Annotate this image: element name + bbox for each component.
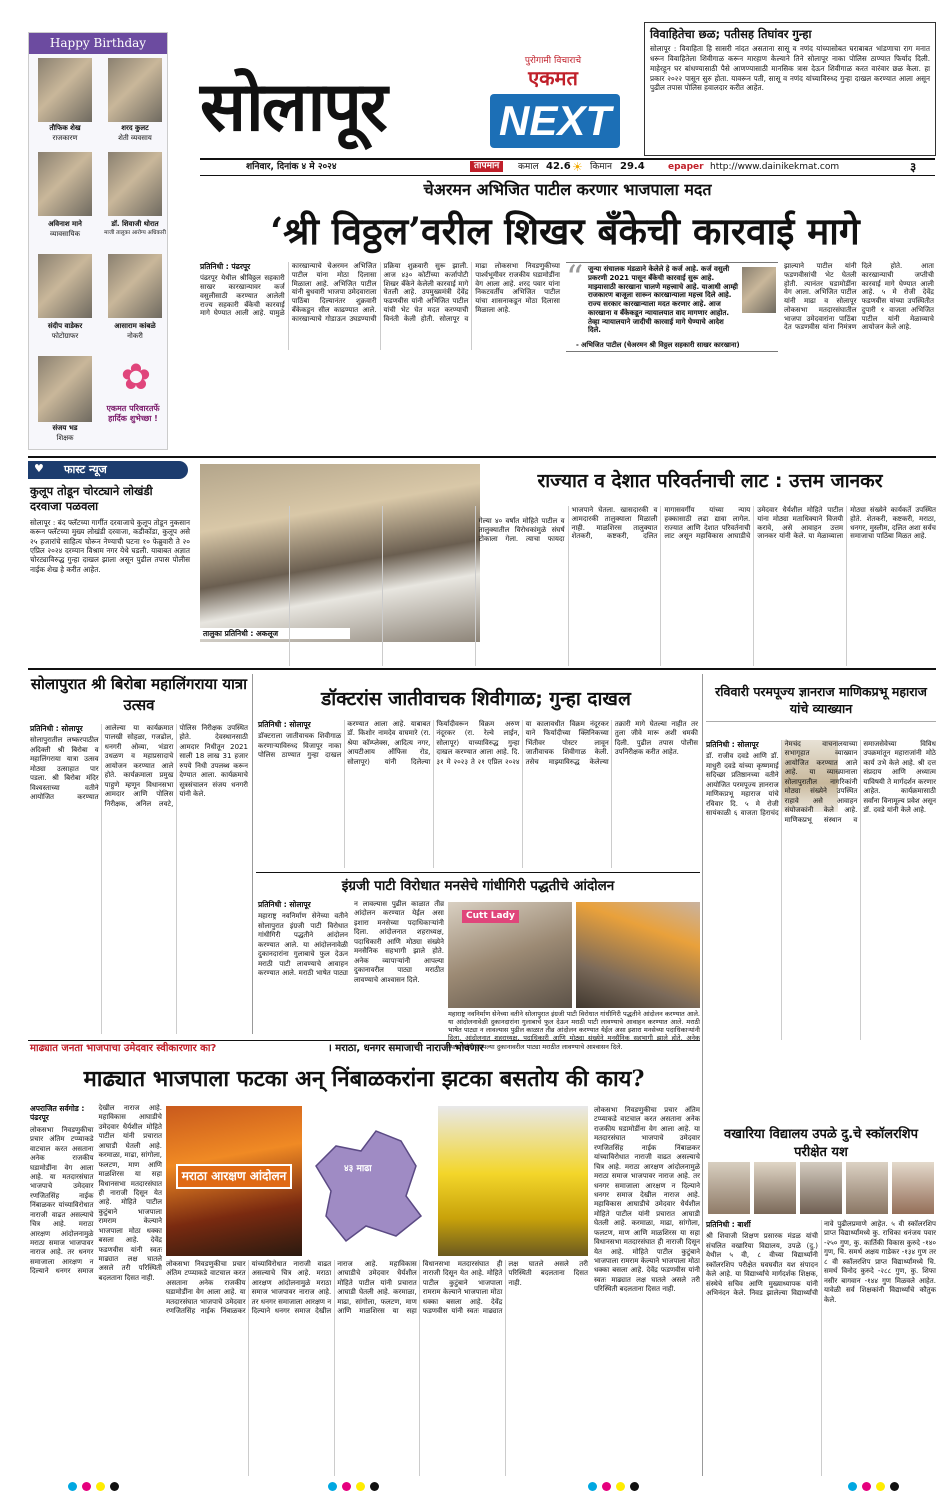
byline: अपराजित सर्वगोड : पंढरपूर <box>30 1104 85 1123</box>
person-role: माजी तालुका आरोग्य अधिकारी <box>104 230 166 236</box>
avatar <box>38 152 92 216</box>
site-url[interactable]: http://www.dainikekmat.com <box>710 162 840 172</box>
protest-photo <box>448 902 572 1008</box>
quote-mark-icon: “ <box>566 258 584 298</box>
student-photo <box>892 1162 934 1214</box>
maratha-protest-photo <box>166 1106 302 1256</box>
masthead-title: सोलापूर <box>200 67 386 147</box>
jankar-headline: राज्यात व देशात परिवर्तनाची लाट : उत्तम जानकर <box>537 470 883 492</box>
mns-caption <box>448 1010 700 1051</box>
story-body: सोलापूर : विवाहिता हि सासरी नांदत असताना सासू व नणंद यांच्यासोबत घराबाबत भांडणाचा राग मनात धरून विवाहितेला शिवीगाळ करून मारहाण केल्याने तिने सोलापूर नाका पोलिस ठाण्यात फिर्याद दिली. माहेरहून घर बांधण्यासाठी पैसे आणण्यासाठी मानसिक त्रास देऊन शिवीगाळ करत वारंवार छळ केला. हा प्रकार २०२२ पासून सुरु होता. यावरून पती, सासू व नणंद यांच्याविरुध्द गुन्हा दाखल करण्यात आला असून पुढील तपास पोलिस हवालदार करीत आहेत. <box>650 44 930 93</box>
max-label: कमाल <box>518 162 539 172</box>
person-name: तौफिक शेख <box>49 124 81 132</box>
epaper-label: epaper <box>668 162 704 172</box>
main-body <box>200 262 560 350</box>
next-logo-text: NEXT <box>498 97 611 144</box>
constituency-map-icon <box>306 1106 434 1256</box>
flower-icon: ✿ <box>120 357 152 398</box>
headline: विवाहितेचा छळ; पतीसह तिघांवर गुन्हा <box>650 27 812 41</box>
story-body: महाराष्ट्र नवनिर्माण सेनेच्या वतीने सोलापुरात इंग्रजी पाटी विरोधात गांधीगिरी पद्धतीने आंदोलन करण्यात आले. या आंदोलनावेळी दुकानदारांना गुलाबाचे फुल देऊन मराठी पाटी लावण्याचे आवाहन करण्यात आले. मराठी भाषेत पाट्या न लावल्यास पुढील काळात तीव्र आंदोलन करण्यात येईल असा इशारा मनसेच्या पदाधिकाऱ्यांनी दिला. आंदोलनात शहराध्यक्ष, पदाधिकारी आणि मोठ्या संख्येने मनसैनिक सहभागी झाले होते. अनेक व्यापाऱ्यांनी आपल्या दुकानावरील पाट्या मराठीत लावण्याचे आश्वासन दिले. <box>258 900 444 984</box>
quote-text: जुन्या संचालक मंडळाने केलेले हे कर्ज आहे. कर्ज वसुली प्रकरणी 2021 पासून बँकेची कारवाई सुरू आहे. माझ्यासाठी कारखाना चालणे महत्त्वाचे आहे. याआधी आम्ही राजकारण बाजूला सारून कारखान्याला महत्त्व दिले आहे. राज्य सरकार कारखान्याला मदत करणार आहे. आज कारखाना व बँकेकडून न्यायालयात वाद मागणार आहोत. तेव्हा न्यायालयाने जादीची कारवाई मागे घेण्याचे आदेश दिले. <box>588 265 738 335</box>
avatar <box>38 58 92 122</box>
gyanraj-body <box>706 740 936 1040</box>
mns-body <box>258 900 444 1034</box>
biroba-headline: सोलापुरात श्री बिरोबा महालिंगराया यात्रा उत्सव <box>30 675 248 714</box>
person-role: नोकरी <box>127 332 143 340</box>
main-right-body <box>784 262 934 350</box>
person-name: अविनाश माने <box>48 220 82 228</box>
person-role: फोटोग्राफर <box>51 332 79 340</box>
madha-body-right <box>594 1106 700 1476</box>
scholar-body <box>706 1220 936 1476</box>
kicker: चेअरमन अभिजित पाटील करणार भाजपाला मदत <box>423 180 712 199</box>
avatar <box>38 254 92 318</box>
person-role: राजकारण <box>52 134 78 142</box>
byline: प्रतिनिधी : सोलापूर <box>30 724 83 733</box>
avatar <box>108 254 162 318</box>
divider <box>702 1046 703 1476</box>
person-role: शेती व्यवसाय <box>118 134 152 142</box>
fast-news-body <box>30 518 190 636</box>
story-body: महाराष्ट्र नवनिर्माण सेनेच्या वतीने सोलापुरात इंग्रजी पाटी विरोधात गांधीगिरी पद्धतीने आंदोलन करण्यात आले. या आंदोलनावेळी दुकानदारांना गुलाबाचे फुल देऊन मराठी पाटी लावण्याचे आवाहन करण्यात आले. मराठी भाषेत पाट्या न लावल्यास पुढील काळात तीव्र आंदोलन करण्यात येईल असा इशारा मनसेच्या पदाधिकाऱ्यांनी दिला. आंदोलनात शहराध्यक्ष, पदाधिकारी आणि मोठ्या संख्येने मनसैनिक सहभागी झाले होते. अनेक व्यापाऱ्यांनी आपल्या दुकानावरील पाट्या मराठीत लावण्याचे आश्वासन दिले. <box>448 1010 700 1051</box>
student-photo <box>800 1162 842 1214</box>
divider <box>28 668 936 670</box>
story-body: पंढरपूर येथील श्रीविठ्ठल सहकारी साखर कारखान्यावर कर्ज वसुलीसाठी करण्यात आलेली राज्य सहकारी बँकेची कारवाई मागे घेण्यात आली आहे. यामुळे कारखान्याचे चेअरमन अभिजित पाटील यांना मोठा दिलासा मिळाला आहे. अभिजित पाटील यांनी बुधवारी भाजपा उमेदवाराला पाठिंबा दिल्यानंतर शुक्रवारी बँकेकडून सील काढण्यात आले. कारखान्याचे गोडाऊन उघडण्याची प्रक्रिया शुक्रवारी सुरू झाली. आज ४३० कोटींच्या कर्जापोटी शिखर बँकेने केलेली कारवाई मागे घेतली आहे. उपमुख्यमंत्री देवेंद्र फडणवीस यांनी अभिजित पाटील यांची भेट घेत मदत करण्याची विनंती केली होती. सोलापूर व माढा लोकसभा निवडणुकीच्या पार्श्वभूमीवर राजकीय घडामोडींना वेग आला आहे. शरद पवार यांना निकटवर्तीय अभिजित पाटील यांचा शासनाकडून मोठा दिलासा मिळाला आहे. <box>200 262 560 323</box>
strip-left: माढ्यात जनता भाजपाचा उमेदवार स्वीकारणार का? <box>30 1043 217 1054</box>
divider <box>702 674 703 1046</box>
min-label: किमान <box>590 162 612 172</box>
map-label: ४३ माढा <box>344 1164 372 1174</box>
birthday-title: Happy Birthday <box>29 33 167 54</box>
divider <box>256 872 700 873</box>
biroba-body <box>30 724 248 1034</box>
protest-photo <box>576 902 700 1008</box>
gyanraj-headline: रविवारी परमपूज्य ज्ञानराज माणिकप्रभू महाराज यांचे व्याख्यान <box>706 684 936 722</box>
story-body: सोलापुरातील लष्करपाठील अदिक्ती श्री बिरोबा व महालिंगराया यात्रा उत्सव मोठ्या उत्साहात पार पडला. श्री बिरोबा मंदिर विश्वस्ताच्या वतीने आयोजित करण्यात आलेल्या या कार्यक्रमात पालखी सोहळा, गजढोल, धनगरी ओव्या, भंडारा उधळण व महाप्रसादाचे आयोजन करण्यात आले होते. कार्यक्रमाला प्रमुख पाहुणे म्हणून विधानसभा आमदार आणि पोलिस निरीक्षक, अनिल लवटे, पोलिस निरीक्षक उपस्थित होते. देवस्थानसाठी आमदार निधीतून 2021 साली 18 लाख 31 हजार रुपये निधी उपलब्ध करून देण्यात आला. कार्यक्रमाचे सूत्रसंचालन संजय धनगरी यांनी केले. <box>30 724 248 808</box>
quote-box <box>566 258 778 352</box>
top-right-story <box>644 22 936 156</box>
story-body: श्री शिवाजी शिक्षण प्रसारक मंडळ यांची संचलित वखारिया विद्यालय, उपळे (दु.) येथील ५ वी, ८ वीच्या विद्यार्थ्यांनी स्कॉलरशिप परीक्षेत घवघवीत यश संपादन केले आहे. या विद्यार्थ्यांचे मार्गदर्शक शिक्षक, संस्थेचे सचिव आणि मुख्याध्यापक यांनी अभिनंदन केले. निवड झालेल्या विद्यार्थ्यांची नावे पुढीलप्रमाणे आहेत. ५ वी स्कॉलरशिप प्राप्त विद्यार्थ्यांमध्ये कु. राधिका धनंजय पवार -२५० गुण, कु. कार्तिकी विकास कुरुदे -१४० गुण, चि. समर्थ अक्षय गाडेकर -१३४ गुण तर ८ वी स्कॉलरशिप प्राप्त विद्यार्थ्यांमध्ये चि. समर्थ विनोद कुरुदे -२८८ गुण, कु. शिफा नसीर बागवान -१४४ गुण मिळवले आहेत. यावेळी सर्व शिक्षकांनी विद्यार्थ्यांचे कौतुक केले. <box>706 1220 936 1304</box>
byline: प्रतिनिधी : बार्शी <box>706 1220 751 1229</box>
byline: प्रतिनिधी : सोलापूर <box>706 740 759 749</box>
person-name: शरद कुलट <box>121 124 149 132</box>
story-body: डॉक्टराला जातीवाचक शिवीगाळ करणाऱ्याविरुध्द विजापूर नाका पोलिस ठाण्यात गुन्हा दाखल करण्यात आला आहे. याबाबत डॉ. किशोर नामदेव वाघमारे (रा. श्रेया कॉम्प्लेक्स, आदित्य नगर, आयटीआय ऑफिस रोड, सोलापूर) यांनी दिलेल्या फिर्यादीवरून विक्रम अरुण नंदूरकर (रा. रेल्वे लाईन, सोलापूर) याच्याविरुद्ध गुन्हा दाखल करण्यात आला आहे. दि. ३१ मे २०२३ ते २१ एप्रिल २०२४ या कालावधीत विक्रम नंदूरकर याने फिर्यादीच्या क्लिनिकच्या भिंतीवर पोस्टर लावून जातीवाचक शिवीगाळ केली. तसेच माझ्याविरुद्ध केलेल्या तक्रारी मागे घेतल्या नाहीत तर तुला जीवे मारू अशी धमकी दिली. पुढील तपास पोलीस उपनिरीक्षक करीत आहेत. <box>258 720 698 766</box>
wish-text: एकमत परिवारतर्फे हार्दिक शुभेच्छा ! <box>106 404 160 423</box>
issue-date: शनिवार, दिनांक ४ मे २०२४ <box>246 162 337 172</box>
person-name: संजय भड <box>52 424 78 432</box>
next-logo <box>490 94 620 148</box>
byline: प्रतिनिधी : सोलापूर <box>258 900 311 909</box>
jankar-body <box>200 506 936 666</box>
person-name: डॉ. शिवाजी थोरात <box>111 220 159 228</box>
doctors-body <box>258 720 698 868</box>
doctors-headline: डॉक्टरांस जातीवाचक शिवीगाळ; गुन्हा दाखल <box>321 688 631 710</box>
story-body: झाल्याने पाटील यांनी फडणवीसांची भेट घेतली होती. त्यानंतर घडामोडींना वेग आला. अभिजित पाटील यांनी माढा व सोलापूर लोकसभा मतदारसंघातील भाजपा उमेदवारांना पाठिंबा देत फडणवीस यांना निमंत्रण दिले होते. आता कारखान्याची जप्तीची कारवाई मागे घेण्यात आली आहे. ५ मे रोजी देवेंद्र फडणवीस यांच्या उपस्थितीत दुपारी १ वाजता अभिजित पाटील यांनी मेळाव्याचे आयोजन केले आहे. <box>784 262 934 332</box>
fast-news-title: फास्ट न्यूज <box>64 463 107 476</box>
madha-body <box>30 1104 162 1474</box>
story-body: लोकसभा निवडणुकीचा प्रचार अंतिम टप्प्याकडे वाटचाल करत असताना अनेक राजकीय घडामोडींना वेग आला आहे. या मतदारसंघात भाजपाचे उमेदवार रणजितसिंह नाईक निंबाळकर यांच्याविरोधात नाराजी वाढत असल्याचे चित्र आहे. मराठा आरक्षण आंदोलनामुळे मराठा समाज भाजपावर नाराज आहे. तर धनगर समाजाला आरक्षण न दिल्याने धनगर समाज देखील नाराज आहे. महाविकास आघाडीचे उमेदवार धैर्यशील मोहिते पाटील यांनी प्रचारात आघाडी घेतली आहे. करमाळा, माढा, सांगोला, फलटण, माण आणि माळशिरस या सहा विधानसभा मतदारसंघात ही नाराजी दिसून येत आहे. मोहिते पाटील कुटुंबाने भाजपाला रामराम केल्याने भाजपाला मोठा धक्का बसला आहे. देवेंद्र फडणवीस यांनी स्वतः माढ्यात लक्ष घातले असले तरी परिस्थिती बदलताना दिसत नाही. <box>30 1104 162 1282</box>
sun-icon: ☀ <box>572 160 583 174</box>
scholar-headline: वखारिया विद्यालय उपळे दु.चे स्कॉलरशिप परीक्षेत यश <box>723 1127 919 1160</box>
avatar <box>38 356 92 422</box>
person-name: आसाराम कांबळे <box>114 322 156 330</box>
photo-overlay-text: मराठा आरक्षण आंदोलन <box>176 1164 292 1189</box>
divider <box>28 456 936 458</box>
madha-headline: माढ्यात भाजपाला फटका अन् निंबाळकरांना झटका बसतोय की काय? <box>83 1066 645 1092</box>
story-body: लोकसभा निवडणुकीचा प्रचार अंतिम टप्प्याकडे वाटचाल करत असताना अनेक राजकीय घडामोडींना वेग आला आहे. या मतदारसंघात भाजपाचे उमेदवार रणजितसिंह नाईक निंबाळकर यांच्याविरोधात नाराजी वाढत असल्याचे चित्र आहे. मराठा आरक्षण आंदोलनामुळे मराठा समाज भाजपावर नाराज आहे. तर धनगर समाजाला आरक्षण न दिल्याने धनगर समाज देखील नाराज आहे. महाविकास आघाडीचे उमेदवार धैर्यशील मोहिते पाटील यांनी प्रचारात आघाडी घेतली आहे. करमाळा, माढा, सांगोला, फलटण, माण आणि माळशिरस या सहा विधानसभा मतदारसंघात ही नाराजी दिसून येत आहे. मोहिते पाटील कुटुंबाने भाजपाला रामराम केल्याने भाजपाला मोठा धक्का बसला आहे. देवेंद्र फडणवीस यांनी स्वतः माढ्यात लक्ष घातले असले तरी परिस्थिती बदलताना दिसत नाही. <box>166 1260 588 1316</box>
temperature-label: तापमान <box>470 161 503 172</box>
dhangar-protest-photo <box>438 1106 588 1256</box>
madha-body-bottom <box>166 1260 588 1476</box>
person-name: संदीप वाडेकर <box>47 322 83 330</box>
byline: प्रतिनिधी : पंढरपूर <box>200 262 251 271</box>
person-role: व्यावसायिक <box>50 230 80 238</box>
avatar <box>108 152 162 216</box>
student-photo <box>846 1162 888 1214</box>
madha-map <box>306 1106 434 1256</box>
mns-headline: इंग्रजी पाटी विरोधात मनसेचे गांधीगिरी पद्धतीचे आंदोलन <box>341 878 615 894</box>
story-body: सोलापूर : बंद फ्लॅटच्या गार्गीत दरवाजाचे कुलूप तोडून नुकसान करून फ्लॅटच्या मुख्य लोखंडी दरवाजा, कडीकोंडा, कुलूप असे २५ हजारांचे साहित्य चोरून नेण्याची घटना १० फेब्रुवारी ते २० एप्रिल २०२४ दरम्यान विश्राम नगर येथे घडली. याबाबत अज्ञात चोरट्याविरुद्ध गुन्हा दाखल झाला असून पुढील तपास पोलीस नाईक शेख हे करीत आहेत. <box>30 518 190 574</box>
student-photo <box>708 1162 750 1214</box>
max-temp: 42.6 <box>546 161 571 172</box>
strip-right: । मराठा, धनगर समाजाची नाराजी भोवणार <box>328 1043 484 1054</box>
person-role: शिक्षक <box>56 434 74 442</box>
quote-attribution: - अभिजित पाटील (चेअरमन श्री विठ्ठल सहकारी साखर कारखाना) <box>576 341 740 349</box>
fast-news-headline: कुलूप तोडून चोरट्याने लोखंडी दरवाजा पळवला <box>30 484 153 513</box>
min-temp: 29.4 <box>620 161 645 172</box>
madha-strip <box>28 1040 700 1056</box>
page-number: ३ <box>910 160 917 174</box>
heart-icon: ♥ <box>34 462 44 475</box>
byline: प्रतिनिधी : सोलापूर <box>258 720 311 729</box>
shop-sign: Cutt Lady <box>462 910 519 923</box>
divider <box>252 674 253 1034</box>
masthead-tagline: पुरोगामी विचाराचे <box>524 56 582 66</box>
story-body: डॉ. राजीव दवडे आणि डॉ. माधुरी दवडे यांच्या कृष्णमाई सदिच्छा प्रतिष्ठानच्या वतीने आयोजित परमपूज्य ज्ञानराज माणिकप्रभू महाराज यांचे रविवार दि. ५ मे रोजी सायंकाळी ६ वाजता हिराचंद नेमचंद वाचनालयाच्या सभागृहात व्याख्यान आयोजित करण्यात आले आहे. या व्याख्यानाला सोलापुरातील नागरिकांनी मोठ्या संख्येने उपस्थित राहावे असे आवाहन संयोजकांनी केले आहे. माणिकप्रभू संस्थान व समाजसेवेच्या विविध उपक्रमांतून महाराजांनी मोठे कार्य उभे केले आहे. श्री दत्त संप्रदाय आणि अध्यात्म याविषयी ते मार्गदर्शन करणार आहेत. कार्यक्रमासाठी सर्वांना विनामूल्य प्रवेश असून डॉ. दवडे यांनी केले आहे. <box>706 740 936 824</box>
masthead-brand: एकमत <box>528 66 578 90</box>
avatar <box>108 58 162 122</box>
photo-caption: तालुका प्रतिनिधी : अकलूज <box>200 628 350 639</box>
story-body: गेल्या ४० वर्षांत मोहिते पाटील व तालुक्यातील विरोधकांमुळे संघर्ष टोकाला गेला. त्याचा फायदा भाजपाने घेतला. खासदारकी व आमदारकी तालुक्याला मिळाली नाही. माळशिरस तालुक्यात शेतकरी, कष्टकरी, दलित मागासवर्गीय यांच्या न्याय हक्कासाठी लढा द्यावा लागेल. राज्यात आणि देशात परिवर्तनाची लाट असून महाविकास आघाडीचे उमेदवार धैर्यशील मोहिते पाटील यांना मोठ्या मताधिक्याने विजयी करावे, असे आवाहन उत्तम जानकर यांनी केले. या मेळाव्याला मोठ्या संख्येने कार्यकर्ते उपस्थित होते. शेतकरी, कष्टकरी, मराठा, धनगर, मुस्लीम, दलित अशा सर्वच समाजाचा पाठिंबा मिळत आहे. <box>478 506 936 543</box>
date-bar <box>200 158 935 176</box>
story-body: लोकसभा निवडणुकीचा प्रचार अंतिम टप्प्याकडे वाटचाल करत असताना अनेक राजकीय घडामोडींना वेग आला आहे. या मतदारसंघात भाजपाचे उमेदवार रणजितसिंह नाईक निंबाळकर यांच्याविरोधात नाराजी वाढत असल्याचे चित्र आहे. मराठा आरक्षण आंदोलनामुळे मराठा समाज भाजपावर नाराज आहे. तर धनगर समाजाला आरक्षण न दिल्याने धनगर समाज देखील नाराज आहे. महाविकास आघाडीचे उमेदवार धैर्यशील मोहिते पाटील यांनी प्रचारात आघाडी घेतली आहे. करमाळा, माढा, सांगोला, फलटण, माण आणि माळशिरस या सहा विधानसभा मतदारसंघात ही नाराजी दिसून येत आहे. मोहिते पाटील कुटुंबाने भाजपाला रामराम केल्याने भाजपाला मोठा धक्का बसला आहे. देवेंद्र फडणवीस यांनी स्वतः माढ्यात लक्ष घातले असले तरी परिस्थिती बदलताना दिसत नाही. <box>594 1106 700 1294</box>
main-headline: ‘श्री विठ्ठल’वरील शिखर बँकेची कारवाई मागे <box>270 209 860 253</box>
fast-news-label <box>28 461 188 479</box>
student-photo <box>754 1162 796 1214</box>
avatar <box>742 267 776 313</box>
registration-marks <box>28 1482 936 1494</box>
